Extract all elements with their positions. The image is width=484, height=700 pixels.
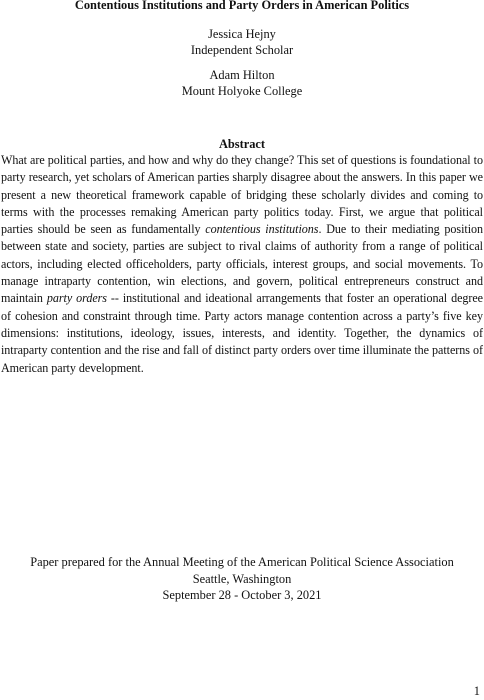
abstract-italic-term: contentious institutions bbox=[205, 222, 319, 237]
author-affiliation: Independent Scholar bbox=[190, 42, 294, 57]
abstract-text-part: What are political parties, and how and why do they change? This set of questions is foundational to party research, yet scholars of American parties sharply disagree about the answers. In this paper we present a new theoretical framework capable of bridging these scholarly divides and coming to terms with the processes remaking American party politics today. First, we argue that political parties should be seen as fundamentally bbox=[1, 153, 483, 237]
abstract-text-part: . Due to their mediating position between state and society, parties are subject to rival claims of authority from a range of political actors, including elected officeholders, party officials, interest groups, and social movements. To manage intraparty contention, win elections, and govern, political entrepreneurs construct and maintain bbox=[1, 222, 484, 306]
abstract-body bbox=[1, 152, 483, 377]
author-name: Jessica Hejny bbox=[208, 27, 276, 41]
venue-location: Seattle, Washington bbox=[192, 571, 292, 586]
paper-title: Contentious Institutions and Party Orders in American Politics bbox=[74, 0, 410, 12]
author-block bbox=[0, 27, 484, 58]
abstract-italic-term: party orders bbox=[46, 291, 107, 306]
author-affiliation: Mount Holyoke College bbox=[181, 83, 303, 98]
venue-block bbox=[0, 554, 484, 604]
abstract-text-part: -- institutional and ideational arrangements that foster an operational degree of cohesion and constraint through time. Party actors manage contention across a party’s five key dimensions: institutions, ideology, issues, interests, and identity. Together, the dynamics of intraparty contention and the rise and fall of distinct party orders over time illuminate the patterns of American party development. bbox=[1, 291, 483, 375]
author-block bbox=[0, 68, 484, 99]
venue-dates: September 28 - October 3, 2021 bbox=[162, 588, 322, 602]
author-name: Adam Hilton bbox=[209, 68, 275, 82]
page-number: 1 bbox=[473, 684, 480, 698]
abstract-heading: Abstract bbox=[218, 137, 266, 151]
venue-line: Paper prepared for the Annual Meeting of the American Political Science Association bbox=[30, 555, 454, 569]
